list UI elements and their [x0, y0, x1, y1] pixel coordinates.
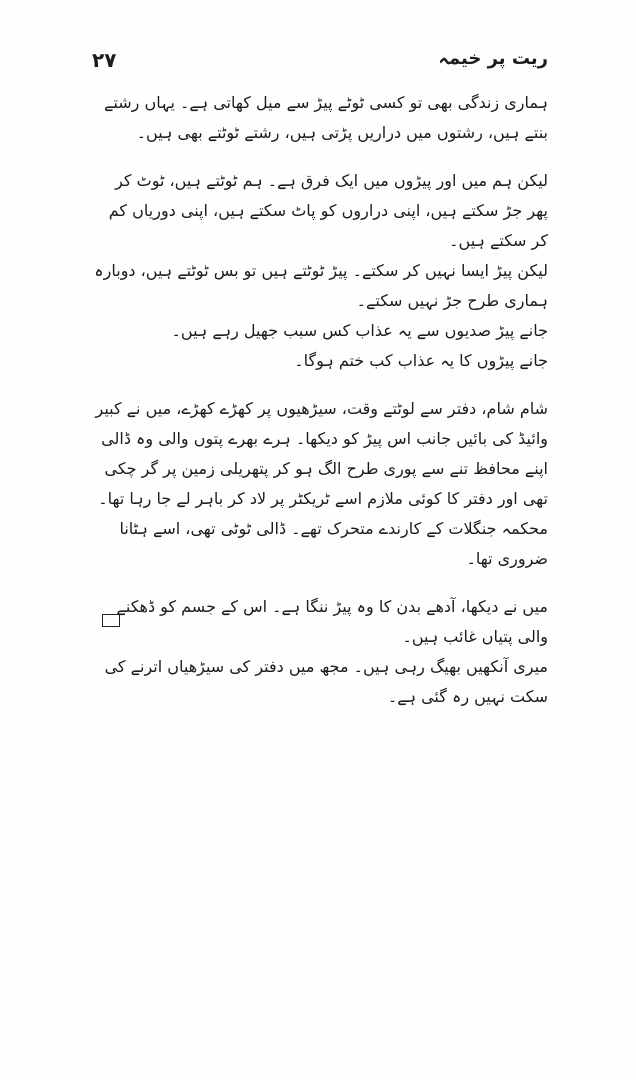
paragraph-8: میں نے دیکھا، آدھے بدن کا وہ پیڑ ننگا ہے۔ اس کے جسم کو ڈھکنے والی پتیاں غائب ہیں۔ [116, 597, 548, 646]
paragraph-6: شام شام، دفتر سے لوٹتے وقت، سیڑھیوں پر کھڑے کھڑے، میں نے کبیر وائیڈ کی بائیں جانب اس پیڑ کو دیکھا۔ ہرے بھرے پتوں والی وہ ڈالی اپنے محافظ تنے سے پوری طرح الگ ہو کر پتھریلی زمین پر گر چکی تھی اور دفتر کا کوئی ملازم اسے ٹریکٹر پر لاد کر باہر لے جا رہا تھا۔ [95, 399, 548, 508]
page-number: ۲۷ [92, 48, 117, 72]
end-of-section-box-icon [102, 614, 120, 627]
paragraph-1: ہماری زندگی بھی تو کسی ٹوٹے پیڑ سے میل کھاتی ہے۔ یہاں رشتے بنتے ہیں، رشتوں میں دراریں پڑتی ہیں، رشتے ٹوٹتے بھی ہیں۔ [104, 93, 548, 142]
page-body [92, 88, 548, 712]
paragraph-7: محکمہ جنگلات کے کارندے متحرک تھے۔ ڈالی ٹوٹی تھی، اسے ہٹانا ضروری تھا۔ [119, 519, 548, 568]
paragraph-2: لیکن ہم میں اور پیڑوں میں ایک فرق ہے۔ ہم ٹوٹتے ہیں، ٹوٹ کر پھر جڑ سکتے ہیں، اپنی دراروں کو پاٹ سکتے ہیں، اپنی دوریاں کم کر سکتے ہیں۔ [108, 171, 548, 250]
paragraph-4: جانے پیڑ صدیوں سے یہ عذاب کس سبب جھیل رہے ہیں۔ [171, 321, 548, 340]
paragraph-9: میری آنکھیں بھیگ رہی ہیں۔ مجھ میں دفتر کی سیڑھیاں اترنے کی سکت نہیں رہ گئی ہے۔ [104, 657, 548, 706]
paragraph-3: لیکن پیڑ ایسا نہیں کر سکتے۔ پیڑ ٹوٹتے ہیں تو بس ٹوٹتے ہیں، دوبارہ ہماری طرح جڑ نہیں سکتے۔ [94, 261, 548, 310]
paragraph-5: جانے پیڑوں کا یہ عذاب کب ختم ہوگا۔ [294, 351, 548, 370]
running-title: ریت پر خیمہ [438, 48, 548, 69]
page-header [92, 48, 548, 78]
